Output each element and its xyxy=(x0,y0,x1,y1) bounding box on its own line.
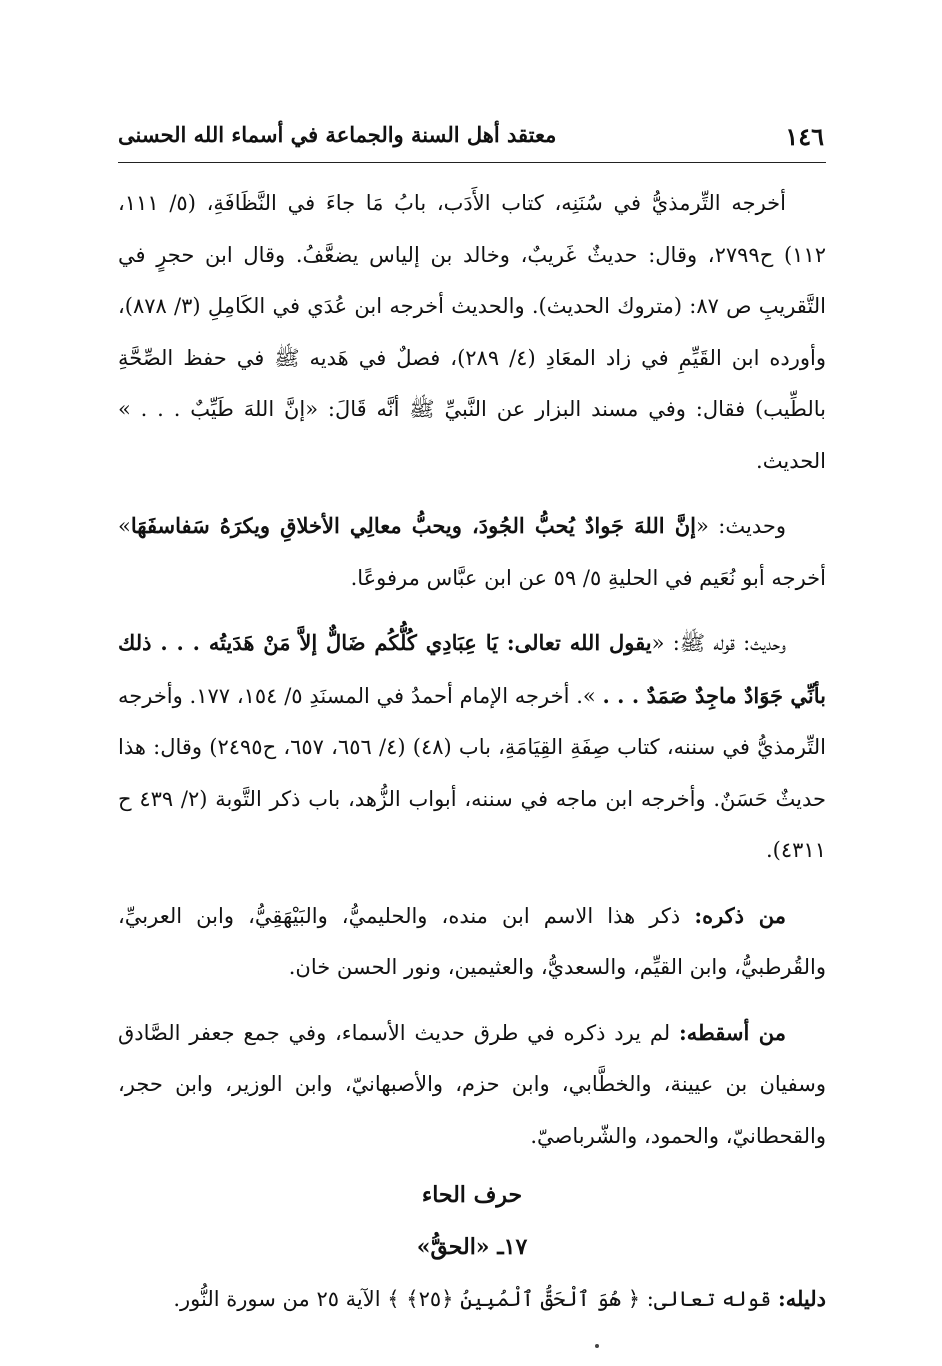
footnote-line: البزار عن النَّبيِّ ﷺ أنَّه قَالَ: «إنَّ اللهَ طَيِّبٌ . . . » الحديث. xyxy=(118,397,826,473)
omitted-by-label: من أسقطه: xyxy=(679,1019,786,1045)
entry-title: ١٧ـ «الحقُّ» xyxy=(416,1233,528,1260)
footnote-line: (٤/ ٢٨٩)، فصلٌ في هَديه ﷺ في حفظ الصِّحَّةِ بالطِّيب) فقال: وفي مسند xyxy=(118,345,826,421)
hadith-source: ». أخرجه الإمام أحمدُ في المسنَدِ ٥/ ١٥٤، ١٧٧. وأخرجه التِّرمذيُّ في سننه، كتاب صِفَةِ القِيَامَةِ، باب (٤٨) (٤/ ٦٥٦، ٦٥٧، ح٢٤٩٥) وقال: هذا حديثٌ حَسَنٌ. وأخرجه ابن ماجه في سننه، أبواب الزُّهد، باب ذكر التَّوبة (٢/ ٤٣٩ ح ٤٣١١). xyxy=(118,683,826,862)
footnote-paragraph xyxy=(118,178,826,487)
hadith-lead: وحديث: قوله ﷺ: « xyxy=(651,631,786,655)
hadith-paragraph xyxy=(118,617,826,877)
mentioned-by-text: ذكر هذا الاسم ابن منده، والحليميُّ، والبَيْهَقِيُّ، وابن العربيِّ، والقُرطبيُّ، وابن القيِّم، والسعديُّ، والعثيمين، ونور الحسن خان. xyxy=(118,903,826,979)
omitted-by-text: لم يرد ذكره في طرق حديث الأسماء، وفي جمع جعفر الصَّادق وسفيان بن عيينة، والخطَّابي، وابن حزم، والأصبهانيّ، وابن الوزير، وابن حجر، والقحطانيّ، والحمود، والشّرباصيّ. xyxy=(118,1020,826,1148)
footnote-line: يضعَّفُ. وقال ابن حجرٍ في التَّقريبِ ص ٨٧: (متروك الحديث). والحديث xyxy=(118,242,826,318)
section-heading: حرف الحاء xyxy=(421,1182,523,1208)
running-title: معتقد أهل السنة والجماعة في أسماء الله الحسنى xyxy=(118,122,557,147)
page-header xyxy=(118,118,824,162)
hadith-quote: يقول الله تعالى: يَا عِبَادِي كُلُّكُم ضَالٌّ إلاَّ مَنْ هَدَيتُه . . . ذلك بأنِّي جَوَادٌ ماجِدٌ صَمَدٌ . . . xyxy=(118,630,827,708)
mentioned-by-label: من ذكره: xyxy=(694,902,786,928)
hadith-lead: وحديث: « xyxy=(695,514,786,538)
mentioned-by-paragraph xyxy=(118,890,826,994)
header-rule xyxy=(118,162,826,163)
hadith-quote: إنَّ اللهَ جَوادٌ يُحبُّ الجُودَ، ويحبُّ معالِي الأخلاقِ ويكرَهُ سَفاسفَهَا xyxy=(130,513,696,538)
page-number: ١٤٦ xyxy=(785,122,824,151)
footnote-line: أخرجه ابن عُدَي في الكَامِلِ (٣/ ٨٧٨)، وأورده ابن القَيِّمِ في زاد المعَادِ xyxy=(118,294,826,370)
page-body xyxy=(118,178,826,1326)
evidence-paragraph xyxy=(118,1273,826,1326)
footnote-line: أخرجه التِّرمذيُّ في سُنَنِه، كتاب الأَدَب، بابُ مَا جاءَ في النَّظَافَةِ، xyxy=(206,191,786,215)
hadith-paragraph xyxy=(118,500,826,604)
hadith-source: » أخرجه أبو نُعَيم في الحليةِ ٥/ ٥٩ عن ابن عبَّاس مرفوعًا. xyxy=(118,514,826,590)
footnote-line: (٥/ ١١١، ١١٢) ح٢٧٩٩، وقال: حديثٌ غَريبٌ، وخالد بن إلياس xyxy=(118,191,826,267)
stray-ink-dot xyxy=(595,1344,599,1348)
omitted-by-paragraph xyxy=(118,1007,826,1163)
evidence-text: قوله تعالى: ﴿ هُوَ ٱلْحَقُّ ٱلْمُبِينُ ﴿٢٥﴾ ﴾ الآية ٢٥ من سورة النُّور. xyxy=(173,1287,778,1311)
evidence-label: دليله: xyxy=(777,1286,826,1311)
